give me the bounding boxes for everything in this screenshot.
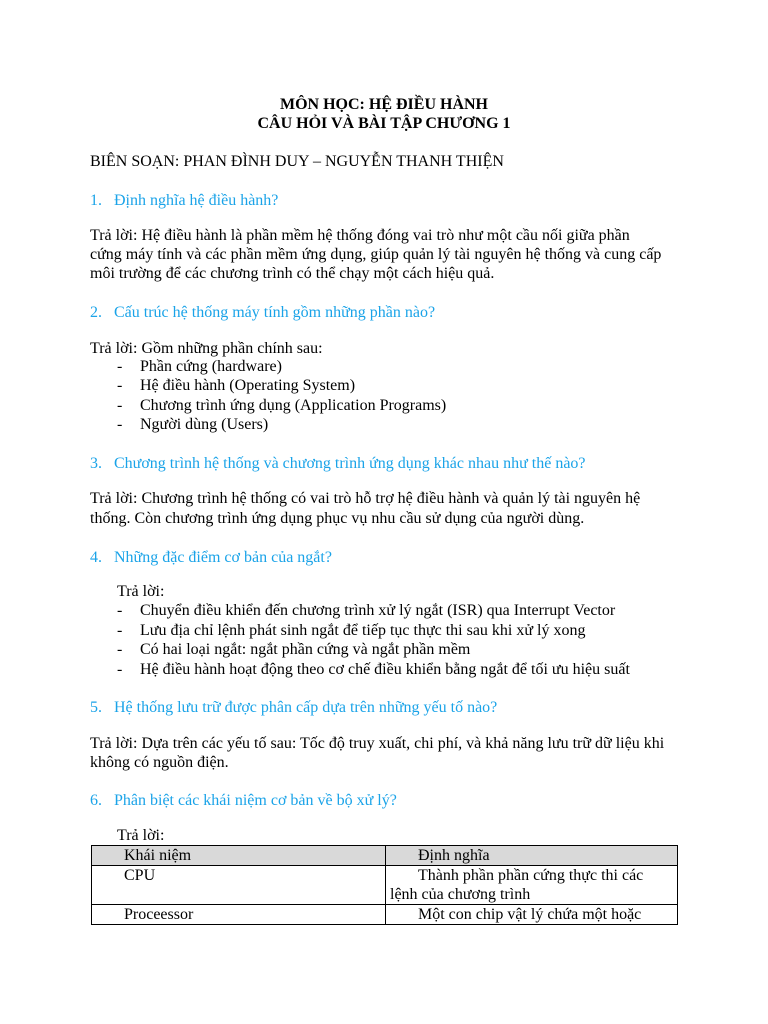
question-number: 5. (90, 699, 102, 716)
table-row (92, 866, 678, 905)
list-item (0, 660, 768, 679)
list-item (0, 640, 768, 659)
bullet-dash: - (117, 377, 123, 394)
list-item (0, 415, 768, 434)
list-item (0, 601, 768, 620)
answer-line: thống. Còn chương trình ứng dụng phục vụ nhu cầu sử dụng của người dùng. (90, 510, 585, 527)
authors-line: BIÊN SOẠN: PHAN ĐÌNH DUY – NGUYỄN THANH THIỆN (90, 153, 504, 170)
bullet-dash: - (117, 358, 123, 375)
question-1 (90, 191, 278, 210)
list-item-text: Người dùng (Users) (140, 416, 269, 433)
question-number: 4. (90, 549, 102, 566)
definition-line: Một con chip vật lý chứa một hoặc (418, 906, 642, 923)
question-text: Hệ thống lưu trữ được phân cấp dựa trên những yếu tố nào? (114, 699, 498, 716)
answer-intro: Trả lời: (117, 583, 165, 600)
answer-line: Trả lời: Hệ điều hành là phần mềm hệ thống đóng vai trò như một cầu nối giữa phần (90, 227, 630, 244)
question-text: Phân biệt các khái niệm cơ bản về bộ xử lý? (114, 792, 397, 809)
list-item-text: Hệ điều hành hoạt động theo cơ chế điều khiển bằng ngắt để tối ưu hiệu suất (140, 661, 630, 678)
concepts-table (91, 845, 678, 925)
question-5 (90, 698, 497, 717)
term-cell: Proceessor (92, 905, 386, 925)
list-item (0, 357, 768, 376)
question-number: 6. (90, 792, 102, 809)
question-6 (90, 791, 397, 810)
column-header-term: Khái niệm (92, 846, 386, 866)
answer-intro: Trả lời: (117, 827, 165, 844)
document-title-line2: CÂU HỎI VÀ BÀI TẬP CHƯƠNG 1 (257, 115, 511, 132)
question-text: Định nghĩa hệ điều hành? (114, 192, 279, 209)
question-4 (90, 548, 332, 567)
table-header-row (92, 846, 678, 866)
bullet-dash: - (117, 622, 123, 639)
question-text: Những đặc điểm cơ bản của ngắt? (114, 549, 332, 566)
bullet-dash: - (117, 641, 123, 658)
list-item (0, 376, 768, 395)
bullet-dash: - (117, 661, 123, 678)
table-row (92, 905, 678, 925)
bullet-dash: - (117, 416, 123, 433)
question-number: 1. (90, 192, 102, 209)
answer-line: không có nguồn điện. (90, 754, 229, 771)
question-text: Cấu trúc hệ thống máy tính gồm những phần nào? (114, 304, 436, 321)
question-2 (90, 303, 435, 322)
definition-cell (386, 905, 678, 925)
question-3 (90, 454, 586, 473)
list-item-text: Chuyển điều khiển đến chương trình xử lý ngắt (ISR) qua Interrupt Vector (140, 602, 616, 619)
column-header-definition: Định nghĩa (386, 846, 678, 866)
list-item-text: Phần cứng (hardware) (140, 358, 282, 375)
list-item-text: Chương trình ứng dụng (Application Programs) (140, 397, 447, 414)
answer-intro: Trả lời: Gồm những phần chính sau: (90, 340, 323, 357)
bullet-dash: - (117, 397, 123, 414)
definition-cell (386, 866, 678, 905)
bullet-dash: - (117, 602, 123, 619)
answer-line: Trả lời: Dựa trên các yếu tố sau: Tốc độ truy xuất, chi phí, và khả năng lưu trữ dữ liệu khi (90, 735, 665, 752)
list-item-text: Lưu địa chỉ lệnh phát sinh ngắt để tiếp tục thực thi sau khi xử lý xong (140, 622, 586, 639)
question-number: 2. (90, 304, 102, 321)
list-item (0, 396, 768, 415)
list-item-text: Hệ điều hành (Operating System) (140, 377, 356, 394)
question-text: Chương trình hệ thống và chương trình ứng dụng khác nhau như thế nào? (114, 455, 586, 472)
answer-line: Trả lời: Chương trình hệ thống có vai trò hỗ trợ hệ điều hành và quản lý tài nguyên hệ (90, 490, 641, 507)
list-item-text: Có hai loại ngắt: ngắt phần cứng và ngắt phần mềm (140, 641, 471, 658)
answer-line: cứng máy tính và các phần mềm ứng dụng, giúp quản lý tài nguyên hệ thống và cung cấp (90, 246, 662, 263)
definition-line: lệnh của chương trình (390, 886, 531, 903)
question-number: 3. (90, 455, 102, 472)
term-cell: CPU (92, 866, 386, 905)
list-item (0, 621, 768, 640)
document-title-line1: MÔN HỌC: HỆ ĐIỀU HÀNH (280, 96, 488, 113)
answer-line: môi trường để các chương trình có thể chạy một cách hiệu quả. (90, 265, 495, 282)
definition-line: Thành phần phần cứng thực thi các (418, 867, 644, 884)
